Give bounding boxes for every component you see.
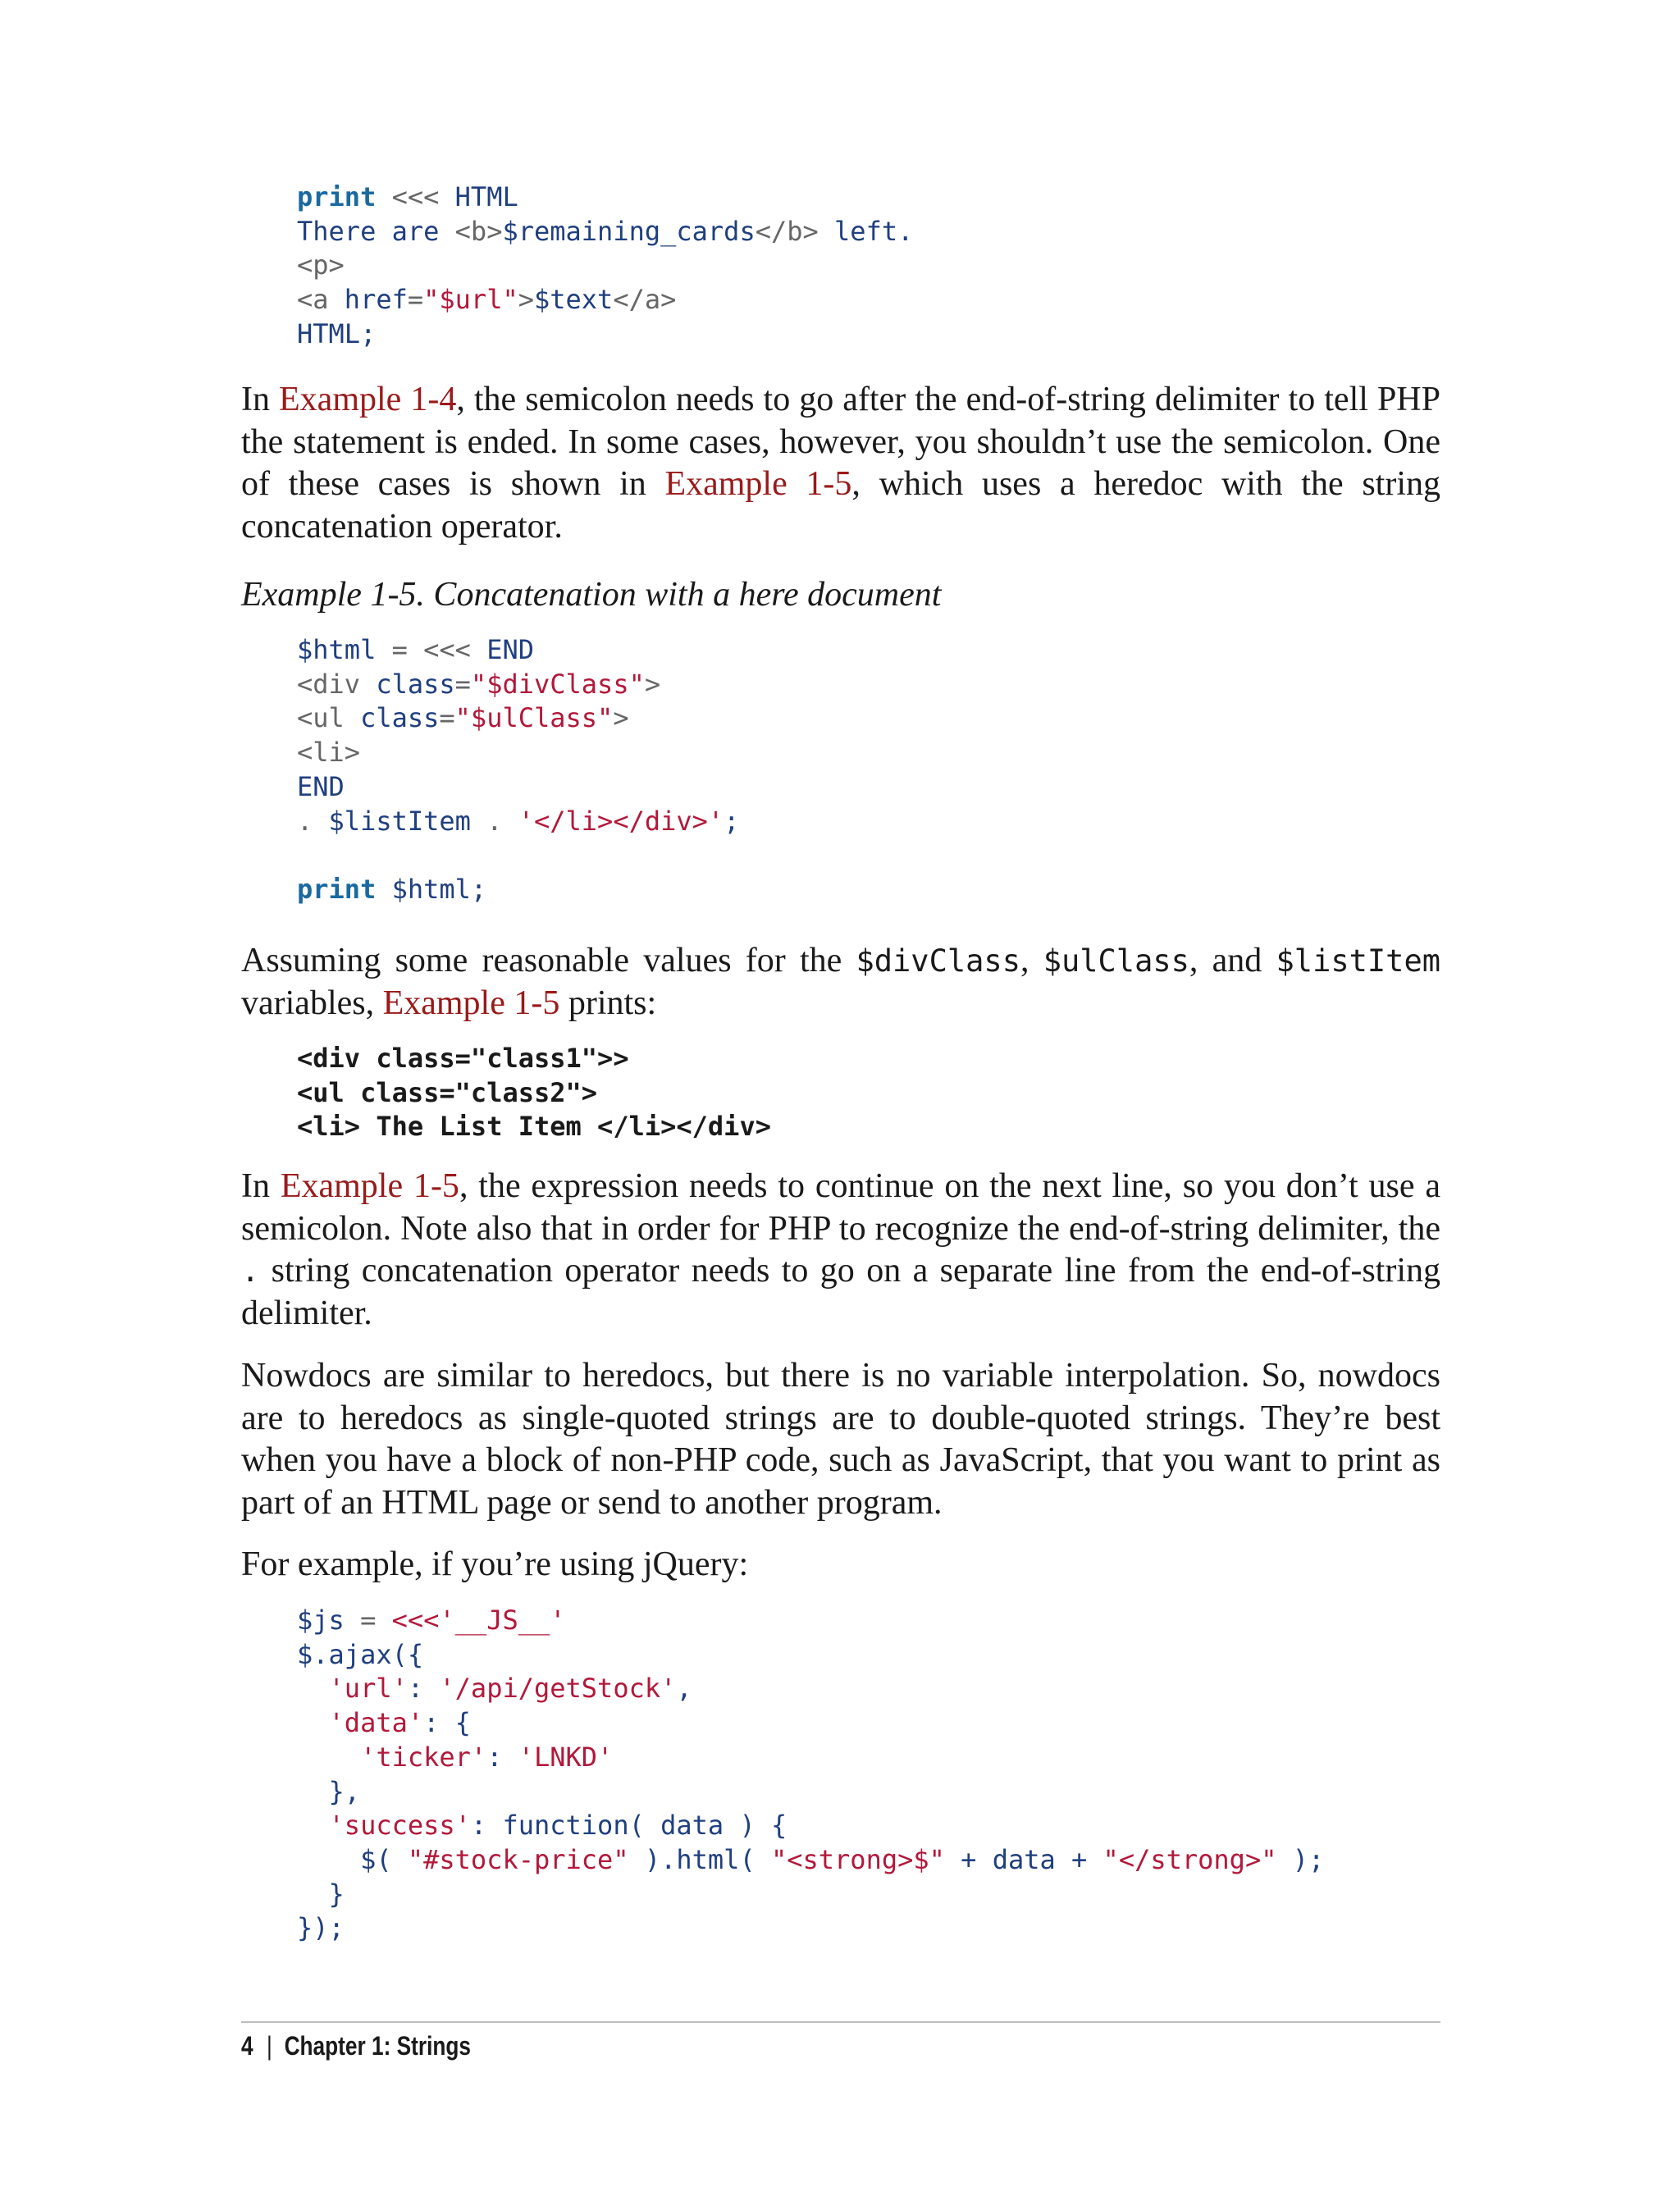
code-token: $html [391, 873, 471, 905]
code-token: END [486, 634, 534, 665]
code-token: : [407, 1673, 440, 1705]
inline-code: . [241, 1253, 260, 1289]
code-token: "$ulClass" [454, 702, 614, 734]
code-token: ; [724, 805, 740, 837]
code-token: href [344, 284, 408, 316]
code-token: print [297, 181, 377, 212]
code-token: 'ticker' [360, 1741, 487, 1773]
code-token: $listItem [328, 805, 471, 837]
text-run: Assuming some reasonable values for the [241, 942, 856, 979]
paragraph-nowdocs [241, 1355, 1440, 1524]
code-block-nowdoc-js [297, 1604, 1324, 1946]
code-token: = [407, 284, 424, 316]
paragraph-expression [241, 1166, 1440, 1335]
code-token: $( [297, 1843, 408, 1875]
code-token: . [297, 805, 329, 837]
code-token [297, 1673, 329, 1704]
code-token: There are [297, 215, 455, 247]
inline-code: $divClass [856, 943, 1020, 979]
code-token [297, 1810, 329, 1841]
code-token: class [360, 702, 440, 734]
code-token [297, 1742, 360, 1773]
code-token: "$url" [423, 284, 518, 316]
text-run: string concatenation operator needs to go on a separate line from the end-of-string delimiter. [241, 1252, 1440, 1332]
footer-separator: | [266, 2031, 272, 2061]
example-caption: Example 1-5. Concatenation with a here document [241, 576, 942, 614]
code-token: $.ajax({ [297, 1638, 424, 1670]
code-token: $html [297, 634, 377, 665]
code-token: <ul [297, 702, 361, 734]
code-token: <a [297, 284, 345, 316]
code-token [376, 874, 391, 905]
code-token: = [454, 668, 471, 700]
text-run: , the semicolon needs to go after the end-of-string delimiter to tell PHP the statement is ended. In some cases, however, you shouldn’t use the semicolon. One of these cases is shown in [241, 381, 1440, 503]
text-run: , [1020, 942, 1043, 979]
code-token: , [676, 1673, 692, 1705]
cross-reference-link[interactable]: Example 1-4 [279, 381, 457, 418]
page-number: 4 [241, 2031, 253, 2061]
inline-code: $ulClass [1043, 943, 1189, 979]
text-run: variables, [241, 984, 383, 1022]
paragraph-jquery [241, 1544, 1440, 1586]
code-token: "</strong>" [1102, 1843, 1277, 1875]
code-token: $js [297, 1605, 345, 1636]
code-token: </a> [613, 284, 677, 316]
text-run: In [241, 1167, 281, 1205]
code-token: 'url' [328, 1673, 408, 1705]
code-token: } [297, 1878, 345, 1910]
code-token [297, 1707, 329, 1738]
code-token: ); [1276, 1843, 1325, 1875]
text-run: For example, if you’re using jQuery: [241, 1545, 749, 1583]
code-token: = <<< [376, 634, 487, 665]
text-run: , the expression needs to continue on the next line, so you don’t use a semicolon. Note also that in order for PHP to recognize the end-of-string delimiter, the [241, 1167, 1440, 1248]
code-token: + data + [944, 1843, 1103, 1875]
chapter-title: Chapter 1: Strings [284, 2031, 472, 2061]
code-token: 'success' [328, 1810, 471, 1842]
code-token: HTML; [297, 317, 377, 349]
code-token: END [297, 770, 345, 802]
text-run: , which uses a heredoc with the string concatenation operator. [241, 465, 1440, 546]
code-token: > [644, 668, 661, 700]
paragraph-semicolon [241, 379, 1440, 548]
code-token: class [376, 668, 455, 700]
code-token: <p> [297, 249, 345, 281]
code-block-concatenation [297, 633, 739, 907]
footer-divider [241, 2021, 1440, 2023]
code-token: ).html( [628, 1843, 771, 1875]
text-run: , and [1189, 942, 1276, 979]
code-token: : function( data ) { [470, 1810, 788, 1842]
output-line: <ul class="class2"> [297, 1076, 598, 1108]
text-run: prints: [559, 984, 657, 1022]
code-token: <b> [454, 215, 503, 247]
code-token: ; [470, 873, 487, 905]
code-token: <<< [376, 181, 455, 212]
code-token: $remaining_cards [502, 215, 756, 247]
output-block [297, 1042, 771, 1144]
code-token: > [518, 284, 534, 316]
code-token: "#stock-price" [407, 1843, 629, 1875]
output-line: <li> The List Item </li></div> [297, 1111, 771, 1143]
code-token: <div [297, 668, 377, 700]
code-token: }); [297, 1912, 345, 1944]
code-token: }, [297, 1775, 361, 1807]
inline-code: $listItem [1276, 943, 1440, 979]
code-token: = [344, 1605, 392, 1636]
code-token: '</li></div>' [518, 805, 724, 837]
code-token: = [439, 702, 455, 734]
code-token: <<<'__JS__' [391, 1605, 566, 1636]
code-token: HTML [454, 181, 518, 212]
code-token: > [613, 702, 629, 734]
cross-reference-link[interactable]: Example 1-5 [664, 465, 852, 503]
output-line: <div class="class1">> [297, 1043, 629, 1074]
code-token: '/api/getStock' [439, 1673, 677, 1705]
code-token: "<strong>$" [770, 1843, 945, 1875]
text-run: Nowdocs are similar to heredocs, but there is no variable interpolation. So, nowdocs are to heredocs as single-quoted strings are to double-quoted strings. They’re best when you have a block of non-PHP code, such as JavaScript, that you want to print as part of an HTML page or send to another program. [241, 1357, 1440, 1522]
text-run: In [241, 381, 280, 418]
code-token: "$divClass" [470, 668, 645, 700]
code-token: left. [818, 215, 914, 247]
page-footer [241, 2031, 471, 2061]
cross-reference-link[interactable]: Example 1-5 [280, 1167, 459, 1205]
code-block-heredoc-print [297, 180, 913, 352]
code-token: . [470, 805, 518, 837]
code-token: print [297, 873, 377, 905]
paragraph-assuming [241, 940, 1440, 1025]
code-token: </b> [755, 215, 819, 247]
code-token: : [486, 1741, 518, 1773]
code-token: <li> [297, 737, 361, 769]
cross-reference-link[interactable]: Example 1-5 [382, 984, 560, 1022]
code-token: : { [423, 1707, 471, 1739]
code-token: $text [533, 284, 614, 316]
code-token: 'data' [328, 1707, 424, 1739]
code-token: 'LNKD' [518, 1741, 614, 1773]
